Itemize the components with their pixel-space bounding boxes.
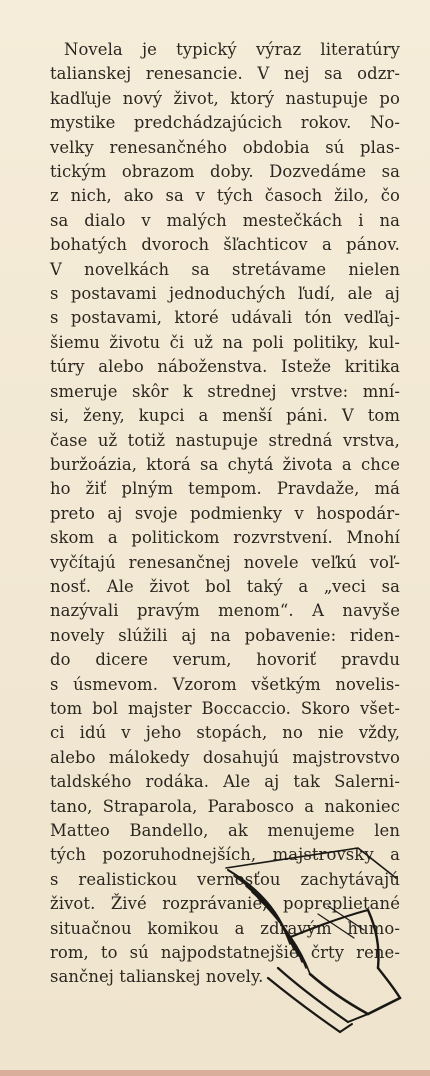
text-line: s úsmevom. Vzorom všetkým novelis-: [50, 674, 400, 694]
text-line: túry alebo náboženstva. Isteže kritika: [50, 357, 400, 377]
text-line: z nich, ako sa v tých časoch žilo, čo: [50, 186, 400, 206]
text-line: V novelkách sa stretávame nielen: [50, 259, 400, 279]
text-line: velky renesančného obdobia sú plas-: [50, 137, 400, 157]
text-line: nazývali pravým menom“. A navyše: [50, 601, 400, 621]
text-line: sa dialo v malých mestečkách i na: [50, 210, 400, 230]
text-line: preto aj svoje podmienky v hospodár-: [50, 503, 400, 523]
text-line: ho žiť plným tempom. Pravdaže, má: [50, 479, 400, 499]
text-line: bohatých dvoroch šľachticov a pánov.: [50, 235, 400, 255]
text-line: si, ženy, kupci a menší páni. V tom: [50, 406, 400, 426]
text-line: s realistickou vernosťou zachytávajú: [50, 869, 400, 889]
text-line: taldského rodáka. Ale aj tak Salerni-: [50, 772, 400, 792]
text-line: mystike predchádzajúcich rokov. No-: [50, 113, 400, 133]
text-line: rom, to sú najpodstatnejšie črty rene-: [50, 943, 400, 963]
text-line: s postavami jednoduchých ľudí, ale aj: [50, 284, 400, 304]
text-line: tom bol majster Boccaccio. Skoro všet-: [50, 698, 400, 718]
text-line: tých pozoruhodnejších, majstrovsky a: [50, 845, 400, 865]
text-line: alebo málokedy dosahujú majstrovstvo: [50, 747, 400, 767]
text-line: situačnou komikou a zdravým humo-: [50, 918, 400, 938]
text-line: s postavami, ktoré udávali tón vedľaj-: [50, 308, 400, 328]
text-line: tickým obrazom doby. Dozvedáme sa: [50, 162, 400, 182]
text-line: sančnej talianskej novely.: [50, 967, 264, 987]
text-line: čase už totiž nastupuje stredná vrstva,: [50, 430, 400, 450]
open-book-illustration: [218, 818, 408, 1038]
text-line: život. Živé rozprávanie, popreplietané: [50, 894, 400, 914]
text-line: šiemu životu či už na poli politiky, kul-: [50, 332, 400, 352]
page-bottom-edge: [0, 1070, 430, 1076]
text-line: do dicere verum, hovoriť pravdu: [50, 650, 400, 670]
text-line: buržoázia, ktorá sa chytá života a chce: [50, 454, 400, 474]
text-line: kadľuje nový život, ktorý nastupuje po: [50, 88, 400, 108]
text-line: smeruje skôr k strednej vrstve: mní-: [50, 381, 400, 401]
text-line: ci idú v jeho stopách, no nie vždy,: [50, 723, 400, 743]
text-line: Novela je typický výraz literatúry: [64, 40, 400, 59]
text-line: vyčítajú renesančnej novele veľkú voľ-: [50, 552, 400, 572]
text-line: nosť. Ale život bol taký a „veci sa: [50, 576, 400, 596]
text-line: tano, Straparola, Parabosco a nakoniec: [50, 796, 400, 816]
text-line: novely slúžili aj na pobavenie: riden-: [50, 625, 400, 645]
text-line: Matteo Bandello, ak menujeme len: [50, 821, 400, 840]
text-line: skom a politickom rozvrstvení. Mnohí: [50, 528, 400, 548]
text-line: talianskej renesancie. V nej sa odzr-: [50, 64, 400, 84]
